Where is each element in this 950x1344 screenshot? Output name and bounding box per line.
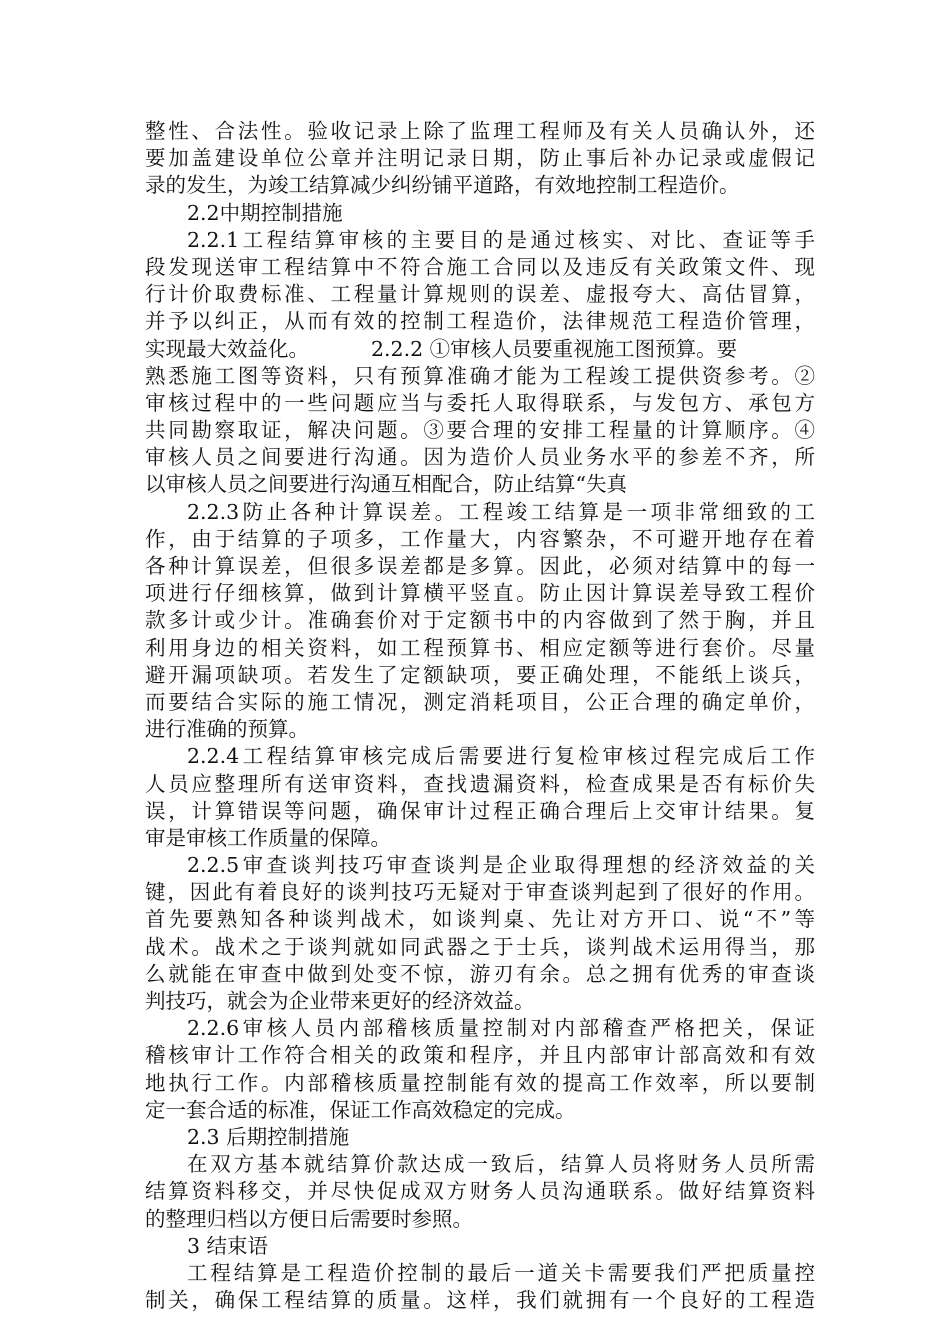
text-line-content: 而要结合实际的施工情况，测定消耗项目，公正合理的确定单价，: [145, 689, 815, 714]
text-line-content: 项进行仔细核算，做到计算横平竖直。防止因计算误差导致工程价: [145, 581, 815, 606]
text-line-content: 地执行工作。内部稽核质量控制能有效的提高工作效率，所以要制: [145, 1070, 815, 1095]
text-line-content: 2.2.1工程结算审核的主要目的是通过核实、对比、查证等手: [187, 227, 815, 252]
text-line: [145, 1124, 815, 1151]
text-line: [145, 879, 815, 906]
text-line-content: 作，由于结算的子项多，工作量大，内容繁杂，不可避开地存在着: [145, 526, 815, 551]
text-line-content: 键，因此有着良好的谈判技巧无疑对于审查谈判起到了很好的作用。: [145, 880, 815, 905]
text-line: [145, 172, 815, 199]
text-line-content: 审核人员之间要进行沟通。因为造价人员业务水平的参差不齐，所: [145, 445, 815, 470]
text-line: [145, 825, 815, 852]
text-line-content: 结算资料移交，并尽快促成双方财务人员沟通联系。做好结算资料: [145, 1179, 815, 1204]
text-line-content: 款多计或少计。准确套价对于定额书中的内容做到了然于胸，并且: [145, 608, 815, 633]
text-line-content: 3 结束语: [187, 1233, 269, 1258]
text-line: [145, 118, 815, 145]
document-body: [145, 118, 815, 1314]
text-line: [145, 281, 815, 308]
text-line: [145, 662, 815, 689]
text-line-content: 并予以纠正，从而有效的控制工程造价，法律规范工程造价管理，: [145, 309, 815, 334]
text-line: [145, 1151, 815, 1178]
text-line-content: 2.3 后期控制措施: [187, 1124, 350, 1149]
text-line-content: 整性、合法性。验收记录上除了监理工程师及有关人员确认外，还: [145, 119, 815, 143]
text-line: [145, 1287, 815, 1314]
text-line-content: 实现最大效益化。: [145, 336, 309, 361]
text-line-content: 稽核审计工作符合相关的政策和程序，并且内部审计部高效和有效: [145, 1043, 815, 1068]
text-line-content: 首先要熟知各种谈判战术，如谈判桌、先让对方开口、说“不”等: [145, 907, 815, 932]
text-line-content: 审是审核工作质量的保障。: [145, 825, 391, 850]
text-line-content: 2.2.4工程结算审核完成后需要进行复检审核过程完成后工作: [187, 744, 815, 769]
text-line: [145, 336, 815, 363]
text-line-content: 段发现送审工程结算中不符合施工合同以及违反有关政策文件、现: [145, 254, 815, 279]
text-line: [145, 444, 815, 471]
text-line: [145, 1233, 815, 1260]
text-line-content: 2.2.6审核人员内部稽核质量控制对内部稽查严格把关，保证: [187, 1016, 815, 1041]
text-line: [145, 1260, 815, 1287]
text-line-content: 定一套合适的标准，保证工作高效稳定的完成。: [145, 1097, 576, 1122]
text-line-content: 制关，确保工程结算的质量。这样，我们就拥有一个良好的工程造: [145, 1288, 815, 1313]
text-line: [145, 417, 815, 444]
text-line-content: 判技巧，就会为企业带来更好的经济效益。: [145, 989, 535, 1013]
text-line: [145, 553, 815, 580]
text-line-content: 各种计算误差，但很多误差都是多算。因此，必须对结算中的每一: [145, 554, 815, 578]
text-line-content: 2.2中期控制措施: [187, 200, 343, 225]
text-line-content: 误，计算错误等问题，确保审计过程正确合理后上交审计结果。复: [145, 798, 815, 823]
text-line: [145, 145, 815, 172]
text-line: [145, 308, 815, 335]
text-line: [145, 689, 815, 716]
text-line-content: 避开漏项缺项。若发生了定额缺项，要正确处理，不能纸上谈兵，: [145, 662, 815, 687]
text-line-content: 共同勘察取证，解决问题。③要合理的安排工程量的计算顺序。④: [145, 418, 815, 443]
text-line-content: 工程结算是工程造价控制的最后一道关卡需要我们严把质量控: [187, 1260, 815, 1285]
text-line-content: 要加盖建设单位公章并注明记录日期，防止事后补办记录或虚假记: [145, 146, 815, 171]
text-line: [145, 227, 815, 254]
text-line: [145, 363, 815, 390]
text-line: [145, 526, 815, 553]
text-line: [145, 390, 815, 417]
text-line: [145, 580, 815, 607]
text-line-content: 以审核人员之间要进行沟通互相配合，防止结算“失真: [145, 472, 627, 497]
text-line-content: 2.2.3防止各种计算误差。工程竣工结算是一项非常细致的工: [187, 499, 815, 524]
text-line: [145, 934, 815, 961]
text-line: [145, 961, 815, 988]
text-line: [145, 499, 815, 526]
text-line: [145, 635, 815, 662]
text-line: [145, 716, 815, 743]
text-line-content: 么就能在审查中做到处变不惊，游刃有余。总之拥有优秀的审查谈: [145, 961, 815, 986]
text-line-content: 审核过程中的一些问题应当与委托人取得联系，与发包方、承包方: [145, 390, 815, 415]
text-line: [145, 743, 815, 770]
text-line: [145, 1097, 815, 1124]
text-line-content: 进行准确的预算。: [145, 717, 309, 742]
text-line: [145, 200, 815, 227]
text-line-content: 利用身边的相关资料，如工程预算书、相应定额等进行套价。尽量: [145, 635, 815, 660]
text-line-tail: 2.2.2 ①审核人员要重视施工图预算。要: [371, 336, 738, 361]
text-line: [145, 254, 815, 281]
text-line-content: 行计价取费标准、工程量计算规则的误差、虚报夸大、高估冒算，: [145, 282, 815, 307]
text-line: [145, 988, 815, 1015]
text-line: [145, 1015, 815, 1042]
text-line: [145, 798, 815, 825]
text-line: [145, 852, 815, 879]
text-line-content: 的整理归档以方便日后需要时参照。: [145, 1206, 473, 1231]
text-line-content: 在双方基本就结算价款达成一致后，结算人员将财务人员所需: [187, 1152, 815, 1177]
text-line-content: 战术。战术之于谈判就如同武器之于士兵，谈判战术运用得当，那: [145, 934, 815, 959]
text-line: [145, 1042, 815, 1069]
text-line: [145, 906, 815, 933]
text-line: [145, 771, 815, 798]
text-line: [145, 471, 815, 498]
text-line: [145, 1178, 815, 1205]
text-line-content: 2.2.5审查谈判技巧审查谈判是企业取得理想的经济效益的关: [187, 853, 815, 878]
text-line: [145, 1206, 815, 1233]
text-line: [145, 607, 815, 634]
text-line: [145, 1070, 815, 1097]
text-line-content: 熟悉施工图等资料，只有预算准确才能为工程竣工提供资参考。②: [145, 363, 815, 388]
text-line-content: 录的发生，为竣工结算减少纠纷铺平道路，有效地控制工程造价。: [145, 173, 740, 198]
text-line-content: 人员应整理所有送审资料，查找遗漏资料，检查成果是否有标价失: [145, 771, 815, 796]
